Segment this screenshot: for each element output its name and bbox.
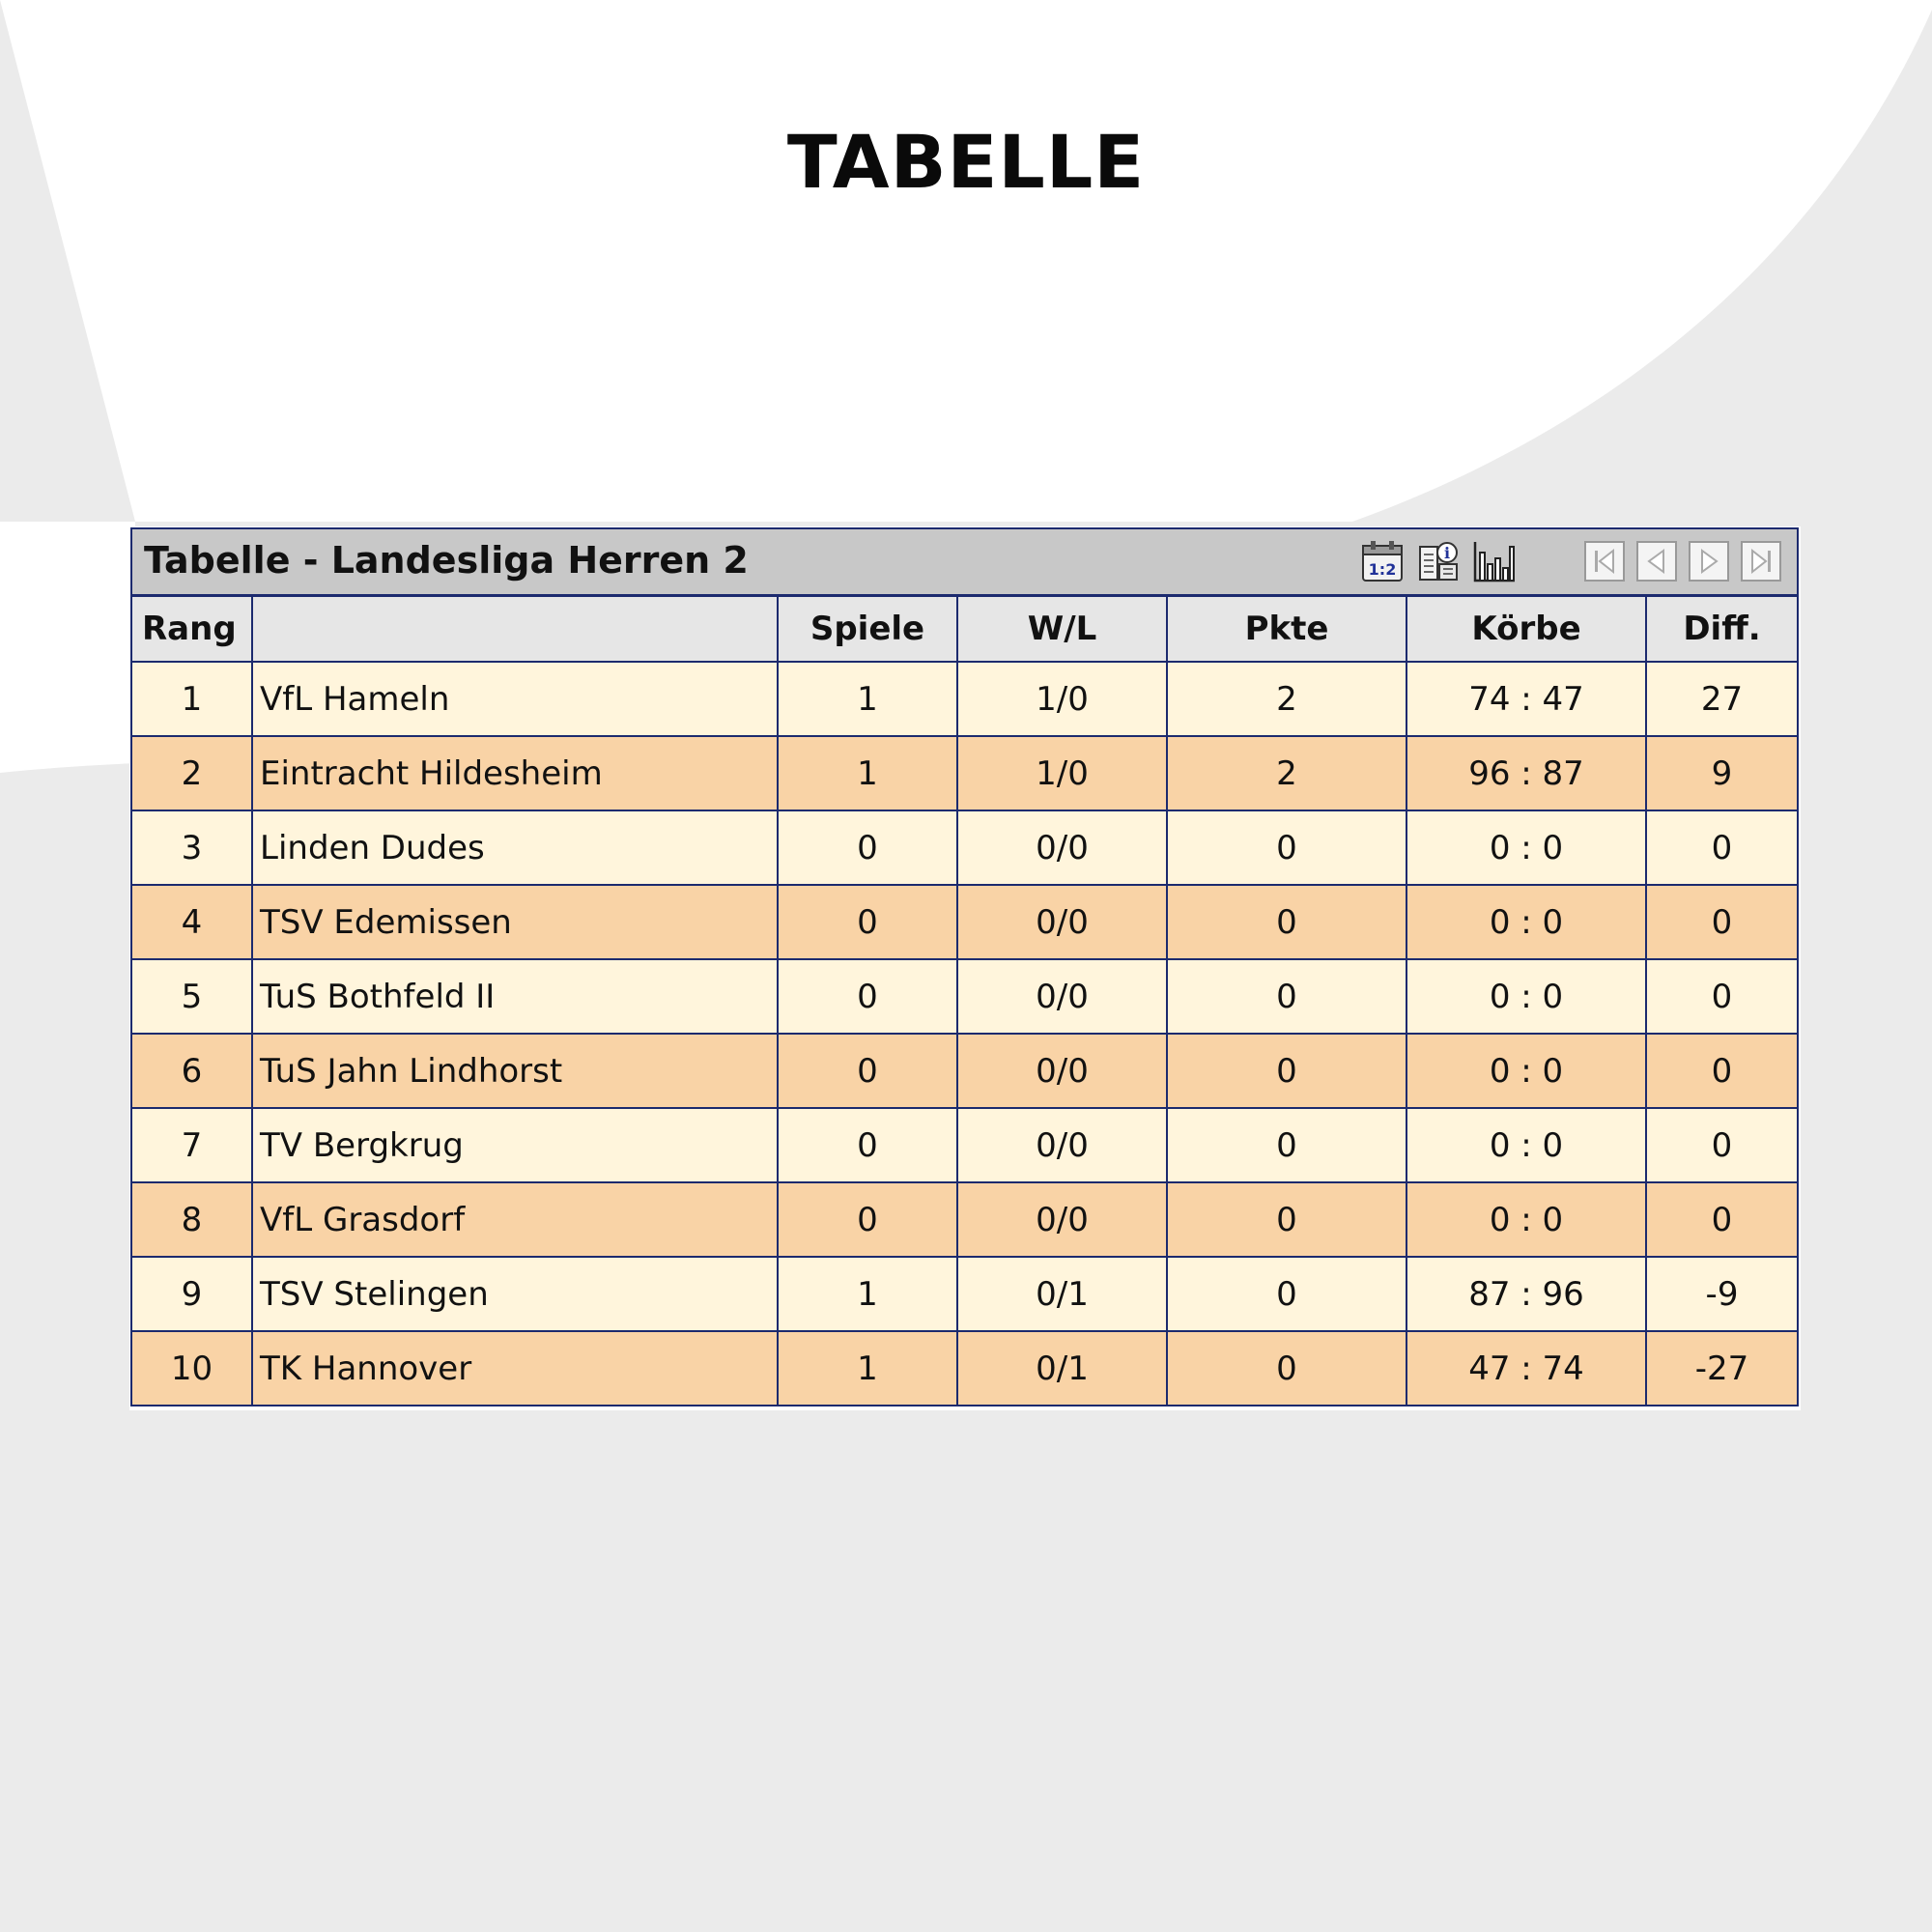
cell-wl: 0/0 (957, 1034, 1167, 1108)
cell-wl: 0/0 (957, 959, 1167, 1034)
svg-text:1:2: 1:2 (1368, 560, 1397, 579)
cell-spiele: 1 (778, 1331, 957, 1406)
cell-wl: 0/0 (957, 1182, 1167, 1257)
header-koerbe[interactable]: Körbe (1406, 597, 1646, 662)
first-page-icon[interactable] (1584, 541, 1625, 582)
cell-rang: 4 (131, 885, 252, 959)
cell-team[interactable]: VfL Hameln (252, 662, 778, 736)
cell-pkte: 0 (1167, 1182, 1406, 1257)
cell-rang: 7 (131, 1108, 252, 1182)
cell-team[interactable]: VfL Grasdorf (252, 1182, 778, 1257)
cell-rang: 10 (131, 1331, 252, 1406)
table-row (131, 662, 1798, 736)
cell-spiele: 1 (778, 1257, 957, 1331)
table-row (131, 1108, 1798, 1182)
cell-koerbe: 74 : 47 (1406, 662, 1646, 736)
table-row (131, 1034, 1798, 1108)
next-page-icon[interactable] (1689, 541, 1729, 582)
cell-diff: 0 (1646, 1108, 1798, 1182)
header-spiele[interactable]: Spiele (778, 597, 957, 662)
cell-diff: -9 (1646, 1257, 1798, 1331)
cell-diff: 0 (1646, 1182, 1798, 1257)
header-diff[interactable]: Diff. (1646, 597, 1798, 662)
cell-pkte: 0 (1167, 885, 1406, 959)
cell-pkte: 0 (1167, 1331, 1406, 1406)
table-row (131, 1182, 1798, 1257)
pagination-controls (1584, 541, 1781, 582)
table-row (131, 810, 1798, 885)
cell-wl: 1/0 (957, 736, 1167, 810)
widget-header (130, 527, 1799, 597)
cell-wl: 1/0 (957, 662, 1167, 736)
svg-text:i: i (1443, 544, 1451, 562)
cell-koerbe: 0 : 0 (1406, 1182, 1646, 1257)
cell-team[interactable]: TuS Jahn Lindhorst (252, 1034, 778, 1108)
cell-rang: 9 (131, 1257, 252, 1331)
info-document-icon[interactable] (1416, 539, 1461, 583)
cell-team[interactable]: TSV Edemissen (252, 885, 778, 959)
cell-pkte: 2 (1167, 662, 1406, 736)
cell-koerbe: 47 : 74 (1406, 1331, 1646, 1406)
cell-rang: 3 (131, 810, 252, 885)
cell-wl: 0/0 (957, 885, 1167, 959)
cell-diff: 0 (1646, 1034, 1798, 1108)
bar-chart-icon[interactable] (1472, 539, 1517, 583)
cell-team[interactable]: Eintracht Hildesheim (252, 736, 778, 810)
table-row (131, 959, 1798, 1034)
cell-wl: 0/0 (957, 810, 1167, 885)
cell-koerbe: 0 : 0 (1406, 959, 1646, 1034)
cell-spiele: 0 (778, 810, 957, 885)
cell-koerbe: 96 : 87 (1406, 736, 1646, 810)
cell-spiele: 0 (778, 959, 957, 1034)
cell-team[interactable]: TSV Stelingen (252, 1257, 778, 1331)
table-row (131, 1257, 1798, 1331)
cell-wl: 0/1 (957, 1331, 1167, 1406)
header-rang[interactable]: Rang (131, 597, 252, 662)
cell-spiele: 0 (778, 1108, 957, 1182)
tool-icons (1360, 539, 1517, 583)
cell-pkte: 0 (1167, 1108, 1406, 1182)
cell-pkte: 0 (1167, 1257, 1406, 1331)
cell-wl: 0/1 (957, 1257, 1167, 1331)
cell-pkte: 0 (1167, 959, 1406, 1034)
widget-title: Tabelle - Landesliga Herren 2 (144, 539, 749, 582)
cell-pkte: 0 (1167, 1034, 1406, 1108)
cell-koerbe: 0 : 0 (1406, 1034, 1646, 1108)
last-page-icon[interactable] (1741, 541, 1781, 582)
cell-wl: 0/0 (957, 1108, 1167, 1182)
cell-pkte: 0 (1167, 810, 1406, 885)
cell-koerbe: 87 : 96 (1406, 1257, 1646, 1331)
header-pkte[interactable]: Pkte (1167, 597, 1406, 662)
table-header-row (131, 597, 1798, 662)
cell-diff: 27 (1646, 662, 1798, 736)
cell-pkte: 2 (1167, 736, 1406, 810)
standings-table (130, 597, 1799, 1406)
cell-spiele: 0 (778, 1182, 957, 1257)
table-row (131, 885, 1798, 959)
cell-diff: 0 (1646, 885, 1798, 959)
cell-spiele: 1 (778, 662, 957, 736)
table-row (131, 1331, 1798, 1406)
cell-diff: -27 (1646, 1331, 1798, 1406)
header-wl[interactable]: W/L (957, 597, 1167, 662)
calendar-results-icon[interactable] (1360, 539, 1405, 583)
standings-widget (129, 526, 1801, 1410)
cell-rang: 2 (131, 736, 252, 810)
cell-rang: 6 (131, 1034, 252, 1108)
cell-rang: 5 (131, 959, 252, 1034)
cell-spiele: 1 (778, 736, 957, 810)
cell-koerbe: 0 : 0 (1406, 810, 1646, 885)
cell-diff: 0 (1646, 810, 1798, 885)
cell-spiele: 0 (778, 885, 957, 959)
page-title: TABELLE (786, 119, 1146, 205)
cell-rang: 1 (131, 662, 252, 736)
cell-team[interactable]: TK Hannover (252, 1331, 778, 1406)
cell-team[interactable]: TuS Bothfeld II (252, 959, 778, 1034)
cell-team[interactable]: Linden Dudes (252, 810, 778, 885)
cell-koerbe: 0 : 0 (1406, 1108, 1646, 1182)
cell-diff: 9 (1646, 736, 1798, 810)
cell-spiele: 0 (778, 1034, 957, 1108)
cell-diff: 0 (1646, 959, 1798, 1034)
cell-rang: 8 (131, 1182, 252, 1257)
cell-koerbe: 0 : 0 (1406, 885, 1646, 959)
previous-page-icon[interactable] (1636, 541, 1677, 582)
header-team (252, 597, 778, 662)
cell-team[interactable]: TV Bergkrug (252, 1108, 778, 1182)
table-row (131, 736, 1798, 810)
